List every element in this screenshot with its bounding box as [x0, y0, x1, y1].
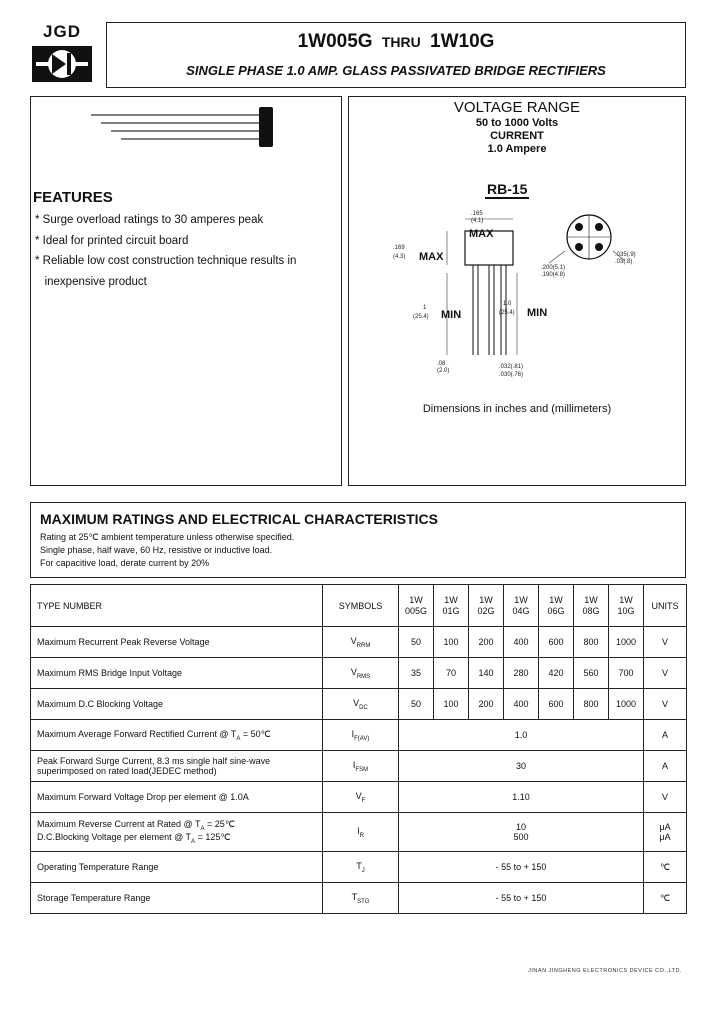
param-unit: V: [644, 627, 687, 658]
col-part: 1W 06G: [539, 585, 574, 627]
param-value: - 55 to + 150: [399, 852, 644, 883]
table-row: [31, 813, 687, 852]
dimension-note: Dimensions in inches and (millimeters): [422, 403, 612, 415]
param-value: 50: [399, 627, 434, 658]
param-symbol: $I_{F(AV)}$: [323, 720, 399, 751]
param-value: 100: [434, 689, 469, 720]
table-row: [31, 627, 687, 658]
company-logo: [30, 22, 94, 84]
param-value: 400: [504, 689, 539, 720]
col-part: 1W 04G: [504, 585, 539, 627]
param-description: Maximum RMS Bridge Input Voltage: [31, 658, 323, 689]
param-description: Peak Forward Surge Current, 8.3 ms single half sine-wave superimposed on rated load(JEDEC method): [31, 751, 323, 782]
dim-label: .165: [471, 211, 483, 217]
param-description: Maximum Average Forward Rectified Current @ $T_A$ = 50℃: [31, 720, 323, 751]
col-units: UNITS: [644, 585, 687, 627]
current-value: 1.0 Ampere: [487, 143, 547, 155]
feature-item: * Reliable low cost construction technique results in: [35, 255, 297, 267]
param-value: 200: [469, 689, 504, 720]
param-symbol: $I_R$: [323, 813, 399, 852]
param-symbol: $V_{RRM}$: [323, 627, 399, 658]
dim-label: 1: [423, 305, 427, 311]
dim-label: (4.1): [471, 218, 484, 224]
param-value: 70: [434, 658, 469, 689]
param-value: 140: [469, 658, 504, 689]
table-row: [31, 720, 687, 751]
param-symbol: $T_J$: [323, 852, 399, 883]
col-part: 1W 005G: [399, 585, 434, 627]
table-row: [31, 658, 687, 689]
dim-max-left: MAX: [419, 251, 444, 263]
param-symbol: $V_F$: [323, 782, 399, 813]
param-description: Maximum D.C Blocking Voltage: [31, 689, 323, 720]
param-value: 1000: [609, 627, 644, 658]
param-value: 280: [504, 658, 539, 689]
col-part: 1W 08G: [574, 585, 609, 627]
dim-label: .035(.9): [615, 252, 636, 258]
param-value: 1.0: [399, 720, 644, 751]
col-symbols: SYMBOLS: [323, 585, 399, 627]
table-header-row: [31, 585, 687, 627]
dim-label: 1.0: [503, 301, 512, 307]
col-type-number: TYPE NUMBER: [31, 585, 323, 627]
footer-company: JINAN JINGHENG ELECTRONICS DEVICE CO.,LTD.: [528, 968, 682, 974]
ratings-box: [30, 502, 686, 578]
col-part: 1W 10G: [609, 585, 644, 627]
dim-label: .030(.76): [499, 372, 524, 378]
feature-item: inexpensive product: [35, 276, 147, 288]
rating-note: For capacitive load, derate current by 20%: [40, 558, 210, 568]
param-unit: μA μA: [644, 813, 687, 852]
table-row: [31, 883, 687, 914]
table-row: [31, 852, 687, 883]
param-description: Maximum Forward Voltage Drop per element @ 1.0A: [31, 782, 323, 813]
param-value: 560: [574, 658, 609, 689]
param-symbol: $V_{RMS}$: [323, 658, 399, 689]
param-value: 100: [434, 627, 469, 658]
feature-item: * Surge overload ratings to 30 amperes peak: [35, 214, 264, 226]
param-value: 400: [504, 627, 539, 658]
rating-note: Rating at 25℃ ambient temperature unless otherwise specified.: [40, 532, 295, 542]
package-panel: [348, 96, 686, 486]
rating-note: Single phase, half wave, 60 Hz, resistive or inductive load.: [40, 545, 273, 555]
dim-label: (25.4): [413, 314, 429, 320]
diode-logo-icon: [30, 44, 94, 84]
param-symbol: $V_{DC}$: [323, 689, 399, 720]
param-description: Operating Temperature Range: [31, 852, 323, 883]
param-value: 800: [574, 627, 609, 658]
title-box: [106, 22, 686, 88]
dim-min-right: MIN: [527, 307, 548, 319]
part-from: 1W005G: [297, 31, 373, 52]
feature-item: * Ideal for printed circuit board: [35, 235, 189, 247]
table-row: [31, 782, 687, 813]
param-value: 600: [539, 689, 574, 720]
features-panel: [30, 96, 342, 486]
component-photo: [91, 101, 291, 151]
param-unit: V: [644, 689, 687, 720]
table-row: [31, 689, 687, 720]
page-title: [107, 31, 685, 53]
table-row: [31, 751, 687, 782]
dim-label: .032(.81): [499, 364, 524, 370]
param-value: 10 500: [399, 813, 644, 852]
param-unit: ℃: [644, 852, 687, 883]
param-value: 30: [399, 751, 644, 782]
param-value: 50: [399, 689, 434, 720]
param-unit: A: [644, 720, 687, 751]
dim-label: .169: [393, 245, 405, 251]
dim-min-left: MIN: [441, 309, 462, 321]
col-part: 1W 02G: [469, 585, 504, 627]
dim-label: (2.0): [437, 368, 450, 374]
dim-label: .03(.8): [615, 259, 633, 265]
param-value: 35: [399, 658, 434, 689]
dim-label: .08: [437, 361, 446, 367]
param-symbol: $T_{STG}$: [323, 883, 399, 914]
param-unit: A: [644, 751, 687, 782]
param-value: 700: [609, 658, 644, 689]
param-description: Storage Temperature Range: [31, 883, 323, 914]
dim-label: .190(4.8): [541, 272, 566, 278]
param-unit: V: [644, 782, 687, 813]
current-label: CURRENT: [490, 130, 544, 142]
voltage-range-label: VOLTAGE RANGE: [453, 99, 581, 116]
dim-label: .200(5.1): [541, 265, 566, 271]
param-value: 200: [469, 627, 504, 658]
param-value: 1.10: [399, 782, 644, 813]
param-description: Maximum Reverse Current at Rated @ $T_A$ = 25℃ D.C.Blocking Voltage per element @ $T_A$ = 125℃: [31, 813, 323, 852]
page-subtitle: SINGLE PHASE 1.0 AMP. GLASS PASSIVATED BRIDGE RECTIFIERS: [186, 63, 606, 78]
voltage-range-value: 50 to 1000 Volts: [475, 117, 559, 129]
dim-label: (4.3): [393, 254, 406, 260]
col-part: 1W 01G: [434, 585, 469, 627]
param-description: Maximum Recurrent Peak Reverse Voltage: [31, 627, 323, 658]
characteristics-table: [30, 584, 687, 914]
param-value: 420: [539, 658, 574, 689]
logo-text: JGD: [43, 22, 81, 41]
ratings-title: MAXIMUM RATINGS AND ELECTRICAL CHARACTERISTICS: [40, 511, 438, 527]
param-value: 800: [574, 689, 609, 720]
part-to: 1W10G: [430, 31, 495, 52]
param-symbol: $I_{FSM}$: [323, 751, 399, 782]
param-value: - 55 to + 150: [399, 883, 644, 914]
features-title: FEATURES: [33, 189, 113, 206]
param-value: 600: [539, 627, 574, 658]
param-unit: ℃: [644, 883, 687, 914]
thru-word: THRU: [381, 34, 421, 50]
param-value: 1000: [609, 689, 644, 720]
dim-label: (25.4): [499, 310, 515, 316]
dim-max-top: MAX: [469, 228, 494, 240]
param-unit: V: [644, 658, 687, 689]
package-name: RB-15: [487, 181, 528, 197]
